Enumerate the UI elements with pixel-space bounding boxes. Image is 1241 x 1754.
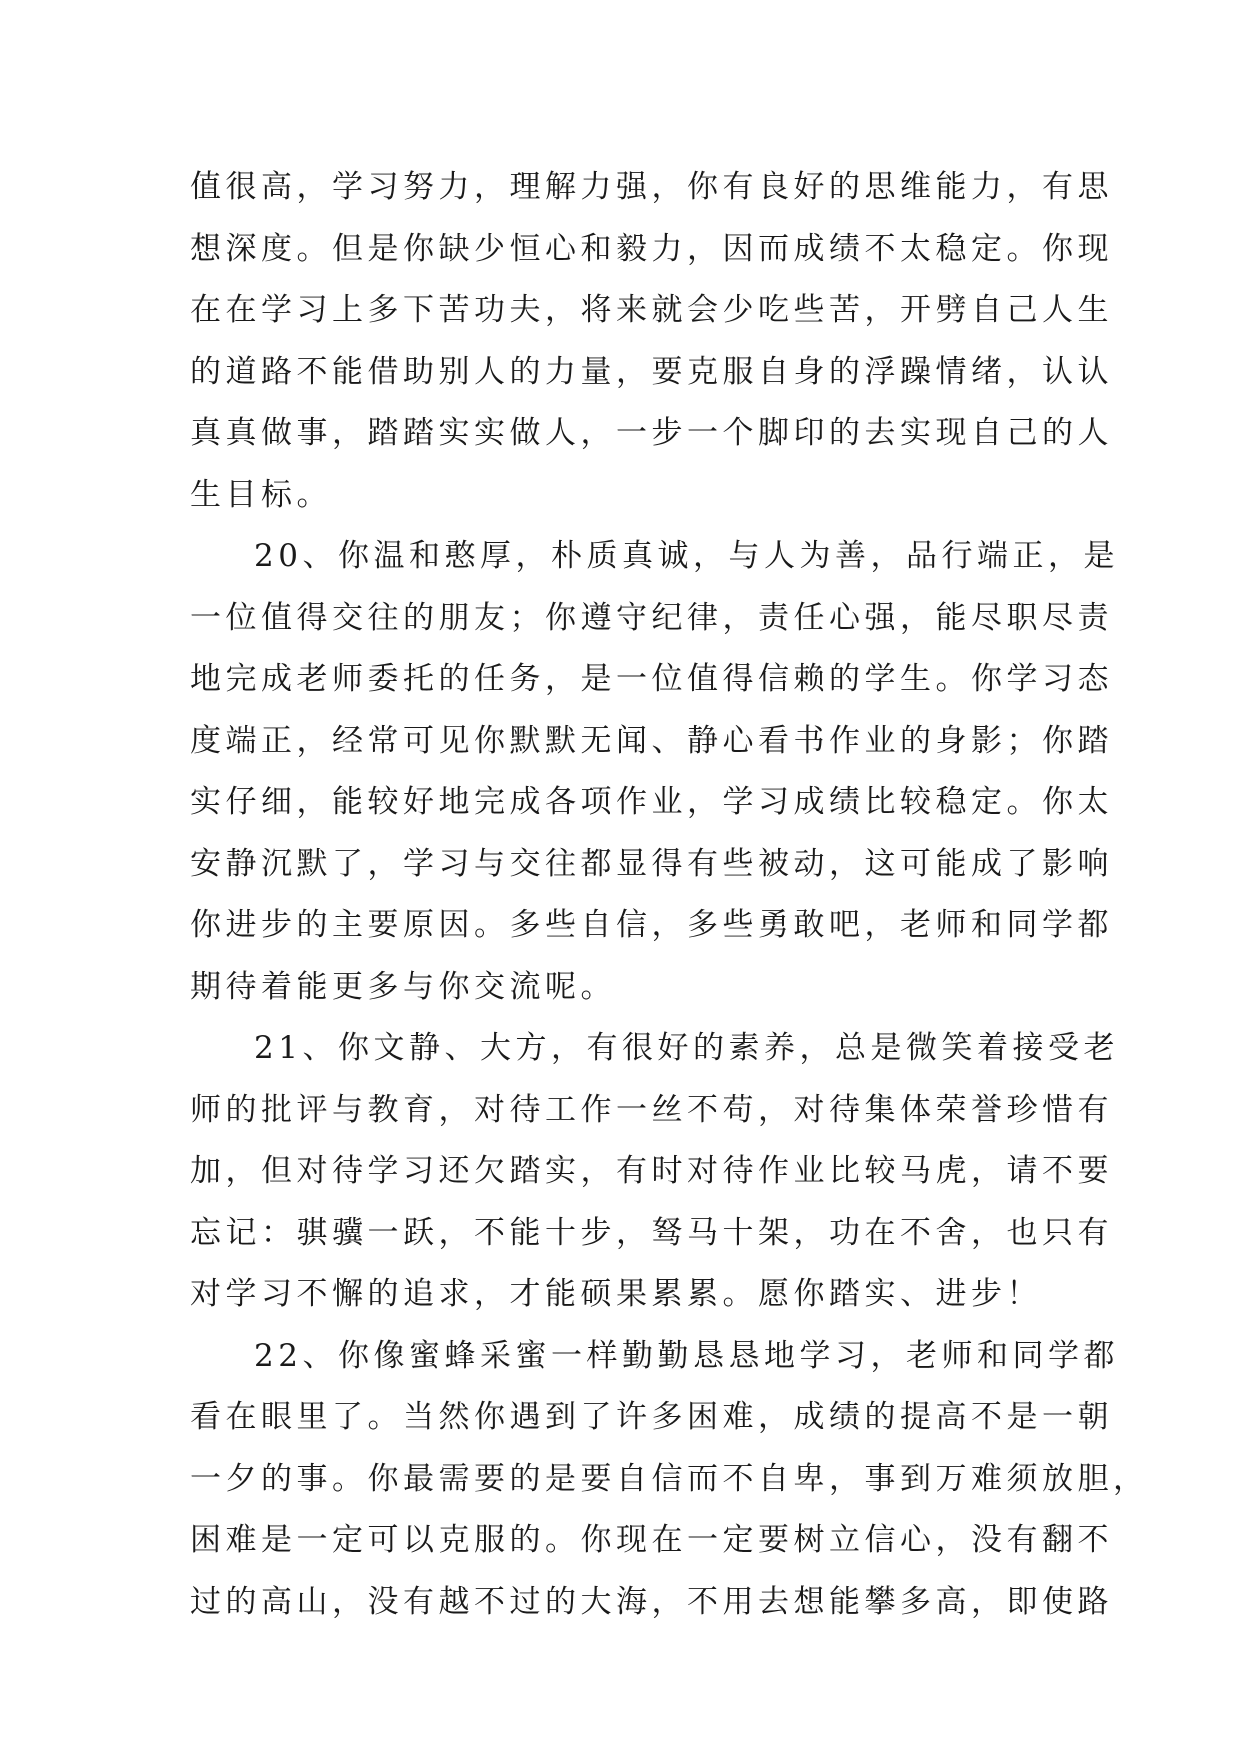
paragraph-start-22: 22、你像蜜蜂采蜜一样勤勤恳恳地学习，老师和同学都 (254, 1337, 1119, 1374)
text-line: 你进步的主要原因。多些自信，多些勇敢吧，老师和同学都 (190, 907, 1113, 943)
text-line: 实仔细，能较好地完成各项作业，学习成绩比较稳定。你太 (190, 784, 1113, 820)
text-line: 地完成老师委托的任务，是一位值得信赖的学生。你学习态 (190, 661, 1113, 697)
text-line: 真真做事，踏踏实实做人，一步一个脚印的去实现自己的人 (190, 415, 1113, 451)
text-line: 忘记：骐骥一跃，不能十步，驽马十架，功在不舍，也只有 (190, 1214, 1113, 1251)
text-line: 在在学习上多下苦功夫，将来就会少吃些苦，开劈自己人生 (190, 292, 1113, 328)
text-line: 值很高，学习努力，理解力强，你有良好的思维能力，有思 (190, 169, 1113, 205)
text-line: 安静沉默了，学习与交往都显得有些被动，这可能成了影响 (190, 845, 1113, 882)
paragraph-start-21: 21、你文静、大方，有很好的素养，总是微笑着接受老 (254, 1030, 1119, 1066)
text-line: 一位值得交往的朋友；你遵守纪律，责任心强，能尽职尽责 (190, 599, 1113, 636)
text-line: 想深度。但是你缺少恒心和毅力，因而成绩不太稳定。你现 (190, 230, 1113, 267)
text-line: 的道路不能借助别人的力量，要克服自身的浮躁情绪，认认 (190, 353, 1113, 390)
text-line: 一夕的事。你最需要的是要自信而不自卑，事到万难须放胆， (190, 1460, 1149, 1497)
body-text (190, 157, 1149, 1633)
paragraph-start-20: 20、你温和憨厚，朴质真诚，与人为善，品行端正，是 (254, 538, 1119, 574)
text-line: 加，但对待学习还欠踏实，有时对待作业比较马虎，请不要 (190, 1153, 1113, 1189)
text-line: 过的高山，没有越不过的大海，不用去想能攀多高，即使路 (190, 1583, 1113, 1620)
text-line: 度端正，经常可见你默默无闻、静心看书作业的身影；你踏 (190, 722, 1113, 759)
text-line: 对学习不懈的追求，才能硕果累累。愿你踏实、进步！ (190, 1276, 1042, 1312)
text-line: 困难是一定可以克服的。你现在一定要树立信心，没有翻不 (190, 1522, 1113, 1558)
text-line: 看在眼里了。当然你遇到了许多困难，成绩的提高不是一朝 (190, 1399, 1113, 1435)
text-line: 师的批评与教育，对待工作一丝不苟，对待集体荣誉珍惜有 (190, 1091, 1113, 1128)
text-line: 生目标。 (190, 476, 332, 513)
text-line: 期待着能更多与你交流呢。 (190, 968, 616, 1005)
